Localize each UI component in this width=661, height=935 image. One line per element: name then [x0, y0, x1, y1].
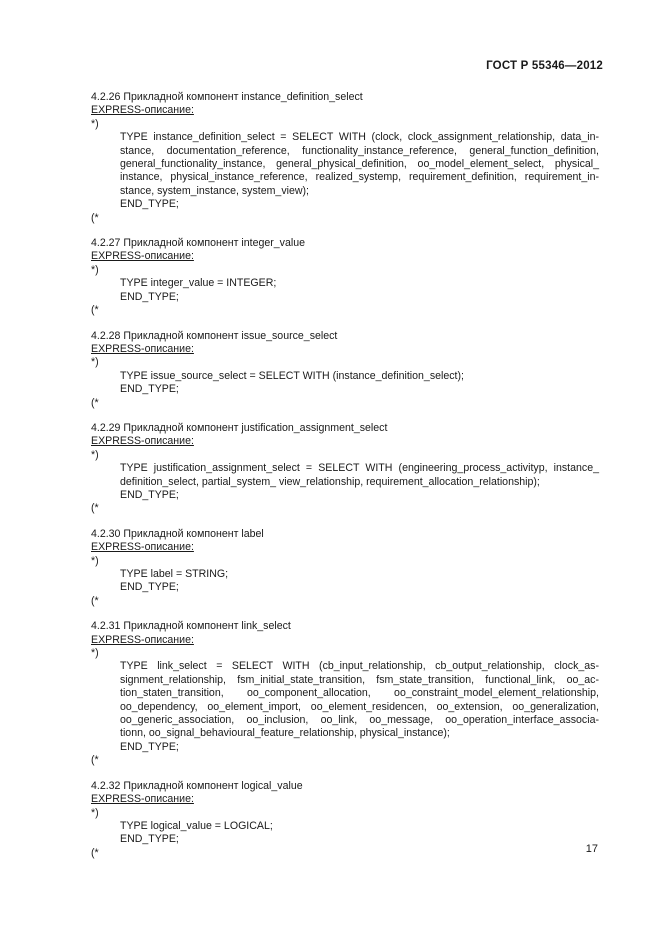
- comment-close-marker: (*: [91, 846, 99, 859]
- express-label: EXPRESS-описание:: [91, 633, 194, 646]
- code-line: tionn, oo_signal_behavioural_feature_relationship, physical_instance);: [120, 727, 450, 740]
- document-body: [91, 91, 599, 872]
- code-line: TYPE link_select = SELECT WITH (cb_input_relationship, cb_output_relationship, clock_as-: [120, 660, 599, 673]
- code-line: TYPE issue_source_select = SELECT WITH (instance_definition_select);: [120, 369, 464, 382]
- comment-open-marker: *): [91, 806, 99, 819]
- code-block: [91, 820, 599, 847]
- code-line: END_TYPE;: [120, 290, 179, 303]
- code-block: [91, 568, 599, 595]
- code-line: oo_generic_association, oo_inclusion, oo_link, oo_message, oo_operation_interface_associa-: [120, 714, 599, 727]
- code-line: signment_relationship, fsm_initial_state_transition, fsm_state_transition, functional_link, oo_ac-: [120, 673, 599, 686]
- section: [91, 620, 599, 767]
- section-title: 4.2.29 Прикладной компонент justification_assignment_select: [91, 421, 388, 434]
- comment-close-marker: (*: [91, 594, 99, 607]
- document-header: ГОСТ Р 55346—2012: [486, 60, 603, 72]
- section: [91, 330, 599, 410]
- express-label: EXPRESS-описание:: [91, 104, 194, 117]
- code-block: [91, 660, 599, 754]
- comment-open-marker: *): [91, 263, 99, 276]
- code-line: TYPE justification_assignment_select = SELECT WITH (engineering_process_activityp, instance_: [120, 462, 599, 475]
- code-line: TYPE logical_value = LOGICAL;: [120, 819, 273, 832]
- section: [91, 780, 599, 860]
- code-line: instance, physical_instance_reference, realized_systemp, requirement_definition, requirement_in-: [120, 171, 599, 184]
- comment-open-marker: *): [91, 356, 99, 369]
- comment-close-marker: (*: [91, 211, 99, 224]
- code-line: END_TYPE;: [120, 383, 179, 396]
- express-label: EXPRESS-описание:: [91, 793, 194, 806]
- comment-open-marker: *): [91, 647, 99, 660]
- code-line: TYPE label = STRING;: [120, 568, 229, 580]
- code-line: tion_staten_transition, oo_component_allocation, oo_constraint_model_element_relationship,: [120, 687, 599, 700]
- code-line: END_TYPE;: [120, 581, 179, 594]
- code-line: TYPE instance_definition_select = SELECT WITH (clock, clock_assignment_relationship, data_in-: [120, 131, 599, 144]
- section: [91, 237, 599, 317]
- code-line: END_TYPE;: [120, 740, 179, 753]
- section: [91, 528, 599, 608]
- code-block: [91, 370, 599, 397]
- code-block: [91, 462, 599, 502]
- comment-close-marker: (*: [91, 502, 99, 515]
- comment-open-marker: *): [91, 554, 99, 567]
- code-line: END_TYPE;: [120, 833, 179, 846]
- section-title: 4.2.31 Прикладной компонент link_select: [91, 620, 291, 633]
- express-label: EXPRESS-описание:: [91, 435, 194, 448]
- comment-open-marker: *): [91, 117, 99, 130]
- code-block: [91, 277, 599, 304]
- section: [91, 422, 599, 516]
- section-title: 4.2.32 Прикладной компонент logical_value: [91, 779, 303, 792]
- code-line: TYPE integer_value = INTEGER;: [120, 277, 277, 290]
- code-block: [91, 131, 599, 211]
- section-title: 4.2.27 Прикладной компонент integer_value: [91, 237, 305, 250]
- code-line: stance, documentation_reference, functionality_instance_reference, general_function_definition,: [120, 144, 599, 157]
- code-line: oo_dependency, oo_element_import, oo_element_residencen, oo_extension, oo_generalization,: [120, 700, 599, 713]
- code-line: stance, system_instance, system_view);: [120, 184, 309, 197]
- section-title: 4.2.30 Прикладной компонент label: [91, 527, 264, 540]
- code-line: END_TYPE;: [120, 488, 179, 501]
- section-title: 4.2.26 Прикладной компонент instance_definition_select: [91, 91, 363, 103]
- express-label: EXPRESS-описание:: [91, 342, 194, 355]
- code-line: END_TYPE;: [120, 198, 179, 211]
- express-label: EXPRESS-описание:: [91, 250, 194, 263]
- section-title: 4.2.28 Прикладной компонент issue_source_select: [91, 329, 338, 342]
- comment-close-marker: (*: [91, 396, 99, 409]
- express-label: EXPRESS-описание:: [91, 541, 194, 554]
- code-line: definition_select, partial_system_ view_relationship, requirement_allocation_relationship);: [120, 475, 540, 488]
- page-number: 17: [585, 843, 598, 855]
- comment-close-marker: (*: [91, 754, 99, 767]
- comment-close-marker: (*: [91, 304, 99, 317]
- section: [91, 91, 599, 225]
- code-line: general_functionality_instance, general_physical_definition, oo_model_element_select, physical_: [120, 158, 599, 171]
- comment-open-marker: *): [91, 448, 99, 461]
